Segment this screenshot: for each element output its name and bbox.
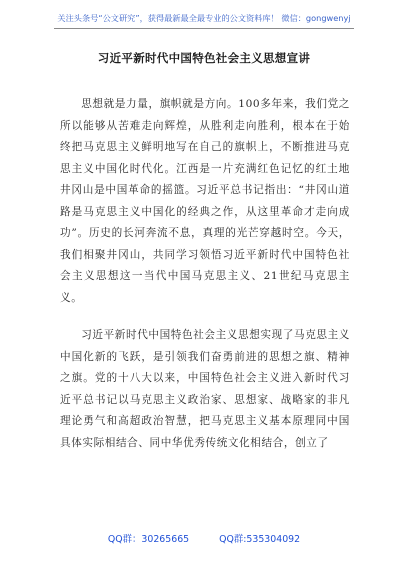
footer-qq-group-1[interactable]: QQ群：30265665 (107, 534, 190, 545)
promo-text: 关注头条号“公文研究”，获得最新最全最专业的公文资料库！ 微信：gongwenyj (57, 13, 351, 23)
document-body (60, 94, 350, 470)
document-title: 习近平新时代中国特色社会主义思想宣讲 (97, 51, 311, 65)
footer-qq-group-2[interactable]: QQ群:535304092 (219, 534, 301, 545)
paragraph-1: 思想就是力量，旗帜就是方向。100多年来，我们党之所以能够从苦难走向辉煌，从胜利走向胜利，根本在于始终把马克思主义鲜明地写在自己的旗帜上，不断推进马克思主义中国化时代化。江西是一片充满红色记忆的红土地井冈山是中国革命的摇篮。习近平总书记指出：“井冈山道路是马克思主义中国化的经典之作，从这里革命才走向成功”。历史的长河奔流不息，真理的光芒穿越时空。今天，我们相聚井冈山，共同学习领悟习近平新时代中国特色社会主义思想这一当代中国马克思主义、21世纪马克思主义。 (60, 98, 350, 304)
header-divider (54, 28, 354, 29)
paragraph-2: 习近平新时代中国特色社会主义思想实现了马克思主义中国化新的飞跃，是引领我们奋勇前进的思想之旗、精神之旗。党的十八大以来，中国特色社会主义进入新时代习近平总书记以马克思主义政治家、思想家、战略家的非凡理论勇气和高超政治智慧，把马克思主义基本原理同中国具体实际相结合、同中华优秀传统文化相结合，创立了 (60, 329, 350, 449)
header-promo-text (30, 12, 378, 24)
footer-contacts (0, 531, 408, 545)
